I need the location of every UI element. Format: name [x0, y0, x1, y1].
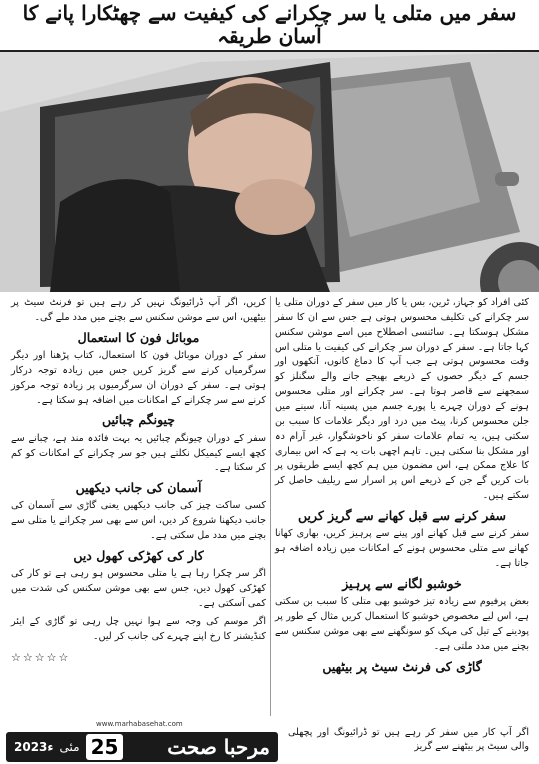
column-right	[270, 296, 533, 716]
paragraph: سفر کرنے سے قبل کھانے اور پینے سے پرہیز کریں، بھاری کھانا کھانے سے متلی محسوس ہونے کے امکانات میں زیادہ اضافہ ہو جاتا ہے۔	[275, 528, 529, 569]
article-photo	[0, 52, 539, 292]
masthead	[6, 718, 278, 762]
photo-illustration	[0, 52, 539, 292]
paragraph: سفر کے دوران چیونگم چبائیں یہ بہت فائدہ مند ہے، چبانے سے کچھ ایسے کیمیکل نکلتے ہیں جو سر چکرانے کے امکانات کو کم کر سکتا ہے۔	[11, 432, 266, 474]
paragraph: بعض پرفیوم سے زیادہ تیز خوشبو بھی متلی کا سبب بن سکتی ہے، اس لیے مخصوص خوشبو کا استعمال کریں مثال کے طور پر پودینے کے تیل کی مہک کو سونگھنے سے بھی موشن سکنس سے بچنے میں مدد ملتی ہے۔	[275, 596, 529, 652]
section-heading: چیونگم چبائیں	[101, 412, 176, 428]
masthead-bar	[6, 732, 278, 762]
paragraph: اگر آپ کار میں سفر کر رہے ہیں تو ڈرائیونگ اور پچھلی والی سیٹ پر بیٹھنے سے گریز	[288, 726, 529, 752]
paragraph: اگر موسم کی وجہ سے ہوا نہیں چل رہی تو گاڑی کے ایئر کنڈیشنر کا رخ اپنے چہرے کی جانب کر لیں۔	[11, 615, 266, 642]
section-heading: کار کی کھڑکی کھول دیں	[73, 548, 204, 564]
issue-year: 2023ء	[14, 740, 54, 754]
paragraph: کریں، اگر آپ ڈرائیونگ نہیں کر رہے ہیں تو فرنٹ سیٹ پر بیٹھیں، اس سے موشن سکنس سے بچنے میں مدد ملے گی۔	[11, 297, 266, 323]
article-body	[0, 296, 539, 716]
headline: سفر میں متلی یا سر چکرانے کی کیفیت سے چھٹکارا پانے کا آسان طریقہ	[0, 0, 539, 52]
section-heading: موبائل فون کا استعمال	[77, 329, 200, 345]
section-heading: سفر کرنے سے قبل کھانے سے گریز کریں	[297, 508, 506, 524]
website-url: www.marhabasehat.com	[96, 720, 183, 728]
paragraph: کسی ساکت چیز کی جانب دیکھیں یعنی گاڑی سے آسمان کی جانب دیکھنا شروع کر دیں، اس سے بھی سر چکرانے یا متلی سے بچنے میں مدد مل سکتی ہے۔	[11, 500, 266, 542]
footer	[0, 716, 539, 764]
footer-text	[278, 726, 539, 755]
publication-logo: مرحبا صحت	[167, 735, 270, 759]
section-heading: آسمان کی جانب دیکھیں	[75, 480, 202, 496]
paragraph: کئی افراد کو جہاز، ٹرین، بس یا کار میں سفر کے دوران متلی یا سر چکرانے کی تکلیف محسوس ہوتی ہے جس سے ان کا سفر مشکل ہوسکتا ہے۔ سائنسی اصطلاح میں اسے موشن سکنس کہا جاتا ہے۔ سفر کے دوران سر چکرانے کی کیفیت یا متلی اس وقت محسوس ہوتی ہے جب آپ کا دماغ کانوں، آنکھوں اور جسم کے دیگر حصوں کے ذریعے بھیجے جانے والے سگنلز کو سمجھنے سے قاصر ہوتا ہے۔ سر چکرانے اور متلی محسوس ہونے کے دوران چہرے یا پورے جسم میں پسینہ آنا، سینے میں جلن محسوس کرنا، پیٹ میں درد اور دیگر علامات کا سبب بن سکتی ہیں، یہ تمام علامات سفر کو ناخوشگوار، غیر آرام دہ اور مشکل بنا سکتی ہیں۔ تاہم اچھی بات یہ ہے کہ اس بیماری کا علاج ممکن ہے، اس مضمون میں ہم کچھ ایسے طریقوں پر بات کریں گے جن کے ذریعے اس پر اسرار سے ریلیف حاصل کر سکتے ہیں۔	[275, 297, 529, 502]
paragraph: سفر کے دوران موبائل فون کا استعمال، کتاب پڑھنا اور دیگر سرگرمیاں کرنے سے گریز کریں جس میں زیادہ توجہ درکار ہوتی ہے۔ سفر کے دوران ان سرگرمیوں پر زیادہ توجہ مرکوز کرنے سے سر چکرانے کے امکانات میں اضافہ ہو سکتا ہے۔	[11, 349, 266, 406]
issue-month: مئی	[59, 740, 80, 754]
column-left	[7, 296, 270, 716]
section-heading: گاڑی کی فرنٹ سیٹ پر بیٹھیں	[322, 658, 482, 674]
paragraph: اگر سر چکرا رہا ہے یا متلی محسوس ہو رہی ہے تو کار کی کھڑکی کھول دیں، جس سے بھی موشن سکنس کی شدت میں کمی آسکتی ہے۔	[11, 568, 266, 610]
section-heading: خوشبو لگانے سے پرہیز	[342, 575, 462, 591]
issue-day: 25	[86, 734, 124, 760]
rating-stars: ☆☆☆☆☆	[11, 650, 71, 664]
issue-date	[14, 734, 123, 760]
